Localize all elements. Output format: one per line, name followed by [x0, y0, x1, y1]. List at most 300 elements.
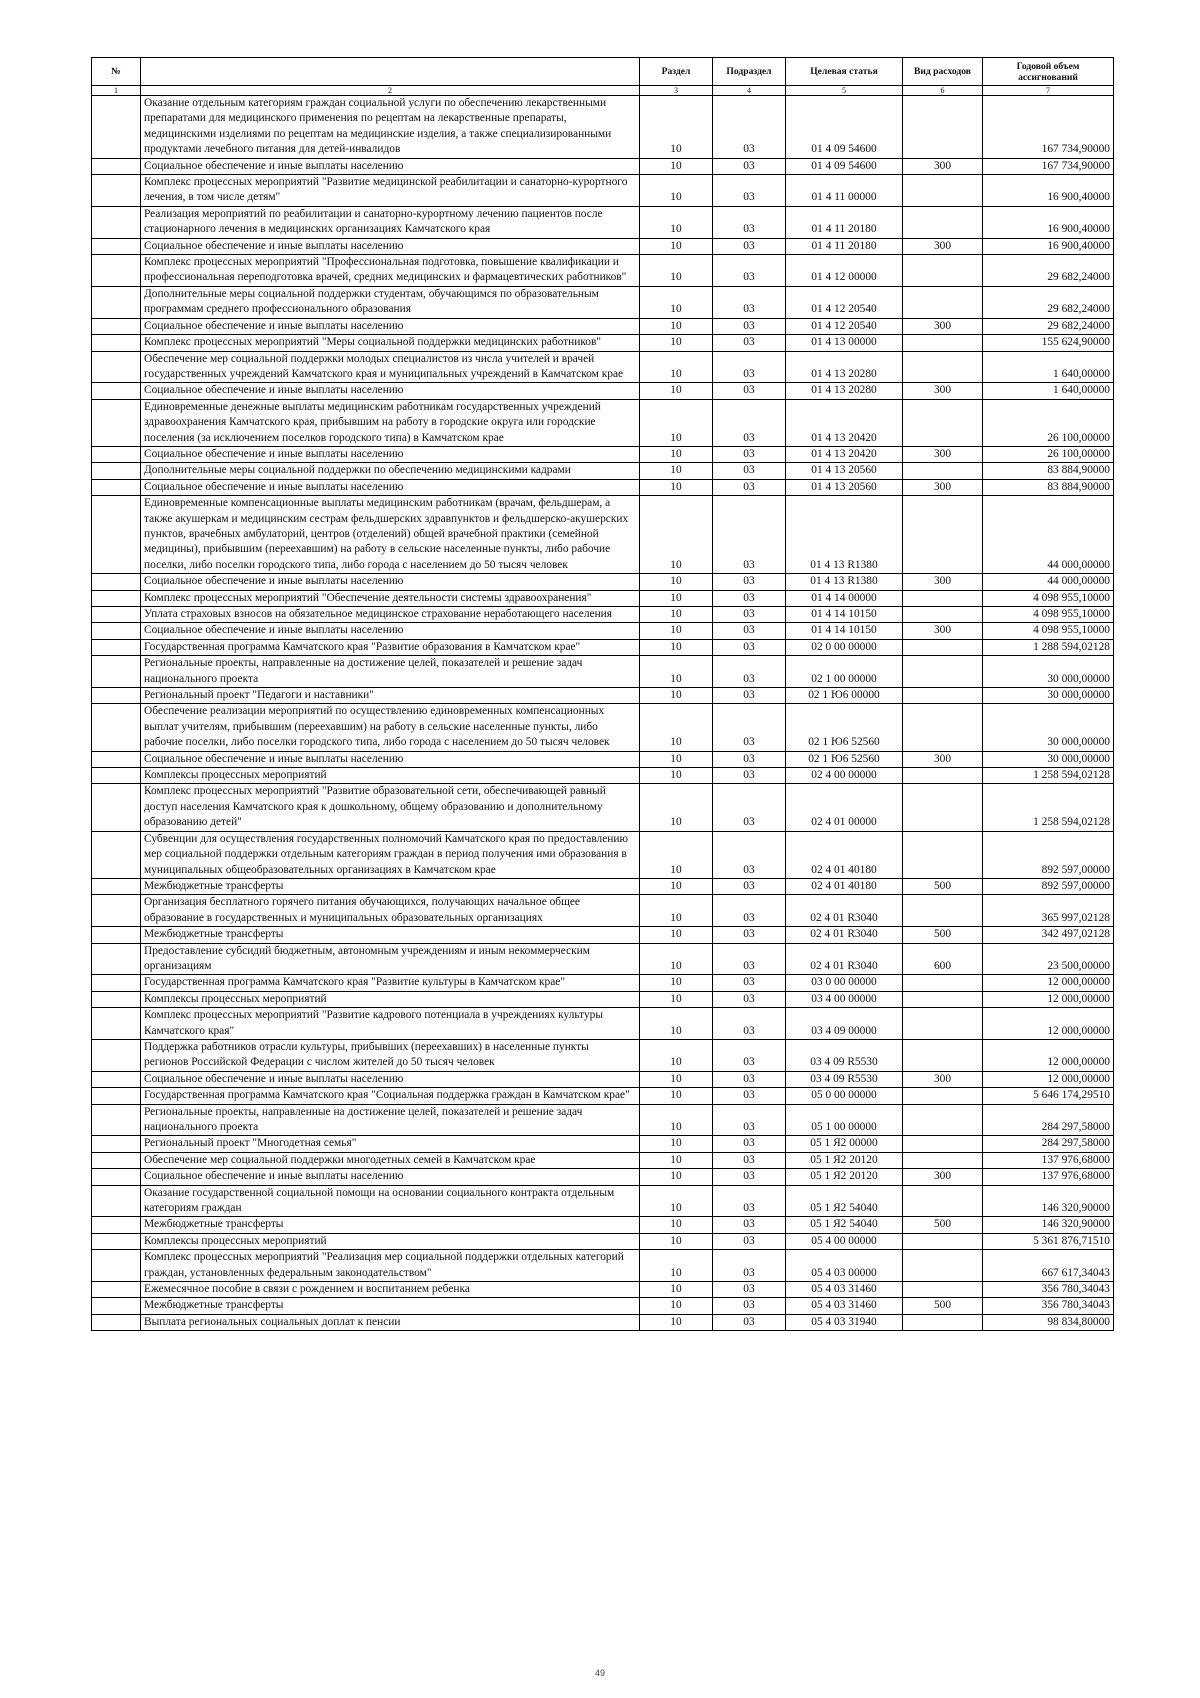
cell-target-article: 01 4 13 00000: [786, 335, 903, 351]
cell-number: [92, 1217, 141, 1233]
cell-number: [92, 975, 141, 991]
table-row: [92, 574, 1114, 590]
cell-target-article: 01 4 14 10150: [786, 607, 903, 623]
table-row: [92, 351, 1114, 383]
cell-number: [92, 623, 141, 639]
cell-expense-type: [903, 784, 983, 831]
cell-razdel: 10: [640, 96, 713, 159]
cell-expense-type: [903, 1136, 983, 1152]
cell-podrazdel: 03: [713, 895, 786, 927]
header-target-article: Целевая статья: [786, 58, 903, 86]
cell-razdel: 10: [640, 784, 713, 831]
cell-razdel: 10: [640, 1217, 713, 1233]
column-number: 7: [983, 86, 1114, 96]
cell-target-article: 02 1 00 00000: [786, 656, 903, 688]
cell-number: [92, 158, 141, 174]
cell-name: Комплекс процессных мероприятий "Развитие кадрового потенциала в учреждениях культуры Камчатского края": [141, 1008, 640, 1040]
cell-name: Межбюджетные трансферты: [141, 1298, 640, 1314]
cell-number: [92, 1104, 141, 1136]
cell-target-article: 01 4 09 54600: [786, 96, 903, 159]
cell-expense-type: [903, 975, 983, 991]
cell-number: [92, 1233, 141, 1249]
cell-name: Комплекс процессных мероприятий "Обеспечение деятельности системы здравоохранения": [141, 590, 640, 606]
cell-razdel: 10: [640, 255, 713, 287]
cell-number: [92, 1250, 141, 1282]
cell-number: [92, 335, 141, 351]
cell-target-article: 02 4 00 00000: [786, 768, 903, 784]
column-number: 2: [141, 86, 640, 96]
cell-number: [92, 238, 141, 254]
cell-target-article: 03 4 09 R5530: [786, 1039, 903, 1071]
cell-number: [92, 704, 141, 751]
table-row: [92, 1185, 1114, 1217]
table-row: [92, 751, 1114, 767]
cell-name: Реализация мероприятий по реабилитации и санаторно-курортному лечению пациентов после стационарного лечения в медицинских организациях Камчатского края: [141, 206, 640, 238]
cell-amount: 146 320,90000: [983, 1185, 1114, 1217]
cell-target-article: 01 4 14 10150: [786, 623, 903, 639]
cell-name: Оказание отдельным категориям граждан социальной услуги по обеспечению лекарственными препаратами для медицинского применения по рецептам на лекарственные препараты, медицинскими изделиями по рецептам на медицинские изделия, а также специализированными продуктами лечебного питания для детей-инвалидов: [141, 96, 640, 159]
cell-podrazdel: 03: [713, 479, 786, 495]
cell-razdel: 10: [640, 590, 713, 606]
cell-number: [92, 831, 141, 878]
budget-table: [91, 57, 1114, 1331]
cell-expense-type: 600: [903, 943, 983, 975]
cell-number: [92, 1185, 141, 1217]
table-row: [92, 1008, 1114, 1040]
cell-podrazdel: 03: [713, 975, 786, 991]
cell-expense-type: [903, 656, 983, 688]
cell-name: Комплекс процессных мероприятий "Развитие медицинской реабилитации и санаторно-курортного лечения, в том числе детям": [141, 175, 640, 207]
cell-name: Социальное обеспечение и иные выплаты населению: [141, 751, 640, 767]
cell-target-article: 05 4 03 31940: [786, 1314, 903, 1330]
column-number-row: [92, 86, 1114, 96]
cell-name: Ежемесячное пособие в связи с рождением и воспитанием ребенка: [141, 1282, 640, 1298]
cell-podrazdel: 03: [713, 1008, 786, 1040]
cell-name: Обеспечение мер социальной поддержки многодетных семей в Камчатском крае: [141, 1152, 640, 1168]
table-row: [92, 318, 1114, 334]
cell-number: [92, 206, 141, 238]
table-row: [92, 831, 1114, 878]
cell-expense-type: [903, 463, 983, 479]
cell-expense-type: [903, 175, 983, 207]
cell-razdel: 10: [640, 175, 713, 207]
cell-podrazdel: 03: [713, 1104, 786, 1136]
cell-podrazdel: 03: [713, 446, 786, 462]
cell-number: [92, 991, 141, 1007]
cell-podrazdel: 03: [713, 590, 786, 606]
table-row: [92, 496, 1114, 574]
cell-target-article: 02 4 01 40180: [786, 878, 903, 894]
cell-target-article: 02 0 00 00000: [786, 639, 903, 655]
cell-name: Комплекс процессных мероприятий "Развитие образовательной сети, обеспечивающей равный доступ населения Камчатского края к дошкольному, общему образованию и дополнительному образованию детей": [141, 784, 640, 831]
cell-amount: 1 640,00000: [983, 351, 1114, 383]
cell-expense-type: [903, 895, 983, 927]
cell-target-article: 05 1 Я2 20120: [786, 1152, 903, 1168]
cell-target-article: 01 4 11 20180: [786, 206, 903, 238]
cell-target-article: 02 1 Ю6 52560: [786, 751, 903, 767]
cell-expense-type: [903, 768, 983, 784]
cell-name: Социальное обеспечение и иные выплаты населению: [141, 446, 640, 462]
cell-target-article: 01 4 11 00000: [786, 175, 903, 207]
cell-expense-type: [903, 399, 983, 446]
cell-name: Государственная программа Камчатского края "Социальная поддержка граждан в Камчатском крае": [141, 1088, 640, 1104]
cell-podrazdel: 03: [713, 1169, 786, 1185]
cell-amount: 16 900,40000: [983, 206, 1114, 238]
table-row: [92, 704, 1114, 751]
cell-razdel: 10: [640, 286, 713, 318]
cell-name: Комплекс процессных мероприятий "Меры социальной поддержки медицинских работников": [141, 335, 640, 351]
cell-target-article: 01 4 14 00000: [786, 590, 903, 606]
cell-number: [92, 1136, 141, 1152]
header-expense-type: Вид расходов: [903, 58, 983, 86]
cell-razdel: 10: [640, 463, 713, 479]
cell-expense-type: [903, 991, 983, 1007]
cell-target-article: 02 4 01 R3040: [786, 895, 903, 927]
cell-name: Социальное обеспечение и иные выплаты населению: [141, 158, 640, 174]
table-row: [92, 623, 1114, 639]
cell-podrazdel: 03: [713, 784, 786, 831]
cell-amount: 892 597,00000: [983, 831, 1114, 878]
cell-razdel: 10: [640, 399, 713, 446]
cell-amount: 155 624,90000: [983, 335, 1114, 351]
table-row: [92, 1104, 1114, 1136]
cell-number: [92, 639, 141, 655]
cell-number: [92, 590, 141, 606]
cell-razdel: 10: [640, 1039, 713, 1071]
cell-number: [92, 351, 141, 383]
cell-podrazdel: 03: [713, 943, 786, 975]
cell-podrazdel: 03: [713, 1233, 786, 1249]
cell-number: [92, 1314, 141, 1330]
cell-name: Региональные проекты, направленные на достижение целей, показателей и решение задач национального проекта: [141, 656, 640, 688]
cell-amount: 30 000,00000: [983, 656, 1114, 688]
cell-target-article: 05 4 00 00000: [786, 1233, 903, 1249]
cell-razdel: 10: [640, 927, 713, 943]
cell-name: Социальное обеспечение и иные выплаты населению: [141, 1071, 640, 1087]
cell-expense-type: [903, 1088, 983, 1104]
cell-expense-type: [903, 1185, 983, 1217]
cell-target-article: 01 4 13 20280: [786, 351, 903, 383]
cell-target-article: 01 4 13 20420: [786, 399, 903, 446]
table-row: [92, 1136, 1114, 1152]
cell-target-article: 01 4 13 20560: [786, 479, 903, 495]
cell-amount: 16 900,40000: [983, 238, 1114, 254]
table-row: [92, 688, 1114, 704]
cell-razdel: 10: [640, 639, 713, 655]
cell-number: [92, 96, 141, 159]
table-row: [92, 656, 1114, 688]
cell-razdel: 10: [640, 943, 713, 975]
cell-razdel: 10: [640, 383, 713, 399]
cell-amount: 1 258 594,02128: [983, 784, 1114, 831]
cell-number: [92, 1008, 141, 1040]
cell-target-article: 02 1 Ю6 52560: [786, 704, 903, 751]
cell-amount: 12 000,00000: [983, 975, 1114, 991]
column-number: 4: [713, 86, 786, 96]
cell-target-article: 01 4 13 R1380: [786, 574, 903, 590]
cell-number: [92, 399, 141, 446]
cell-name: Комплексы процессных мероприятий: [141, 768, 640, 784]
cell-amount: 4 098 955,10000: [983, 607, 1114, 623]
header-podrazdel: Подраздел: [713, 58, 786, 86]
cell-name: Региональные проекты, направленные на достижение целей, показателей и решение задач национального проекта: [141, 1104, 640, 1136]
cell-target-article: 03 4 09 00000: [786, 1008, 903, 1040]
cell-number: [92, 383, 141, 399]
cell-name: Выплата региональных социальных доплат к пенсии: [141, 1314, 640, 1330]
cell-podrazdel: 03: [713, 768, 786, 784]
cell-amount: 12 000,00000: [983, 991, 1114, 1007]
cell-amount: 1 258 594,02128: [983, 768, 1114, 784]
table-row: [92, 639, 1114, 655]
cell-expense-type: 500: [903, 1298, 983, 1314]
cell-target-article: 05 4 03 00000: [786, 1250, 903, 1282]
cell-amount: 5 646 174,29510: [983, 1088, 1114, 1104]
cell-number: [92, 688, 141, 704]
cell-number: [92, 768, 141, 784]
cell-name: Поддержка работников отрасли культуры, прибывших (переехавших) в населенные пункты регионов Российской Федерации с числом жителей до 50 тысяч человек: [141, 1039, 640, 1071]
cell-amount: 5 361 876,71510: [983, 1233, 1114, 1249]
cell-name: Оказание государственной социальной помощи на основании социального контракта отдельным категориям граждан: [141, 1185, 640, 1217]
table-row: [92, 383, 1114, 399]
cell-name: Дополнительные меры социальной поддержки студентам, обучающимся по образовательным программам среднего профессионального образования: [141, 286, 640, 318]
cell-name: Социальное обеспечение и иные выплаты населению: [141, 479, 640, 495]
cell-amount: 83 884,90000: [983, 463, 1114, 479]
cell-expense-type: 300: [903, 238, 983, 254]
cell-amount: 98 834,80000: [983, 1314, 1114, 1330]
cell-target-article: 05 1 Я2 54040: [786, 1185, 903, 1217]
cell-expense-type: [903, 1039, 983, 1071]
cell-amount: 137 976,68000: [983, 1152, 1114, 1168]
cell-amount: 4 098 955,10000: [983, 590, 1114, 606]
cell-number: [92, 496, 141, 574]
cell-number: [92, 895, 141, 927]
cell-expense-type: [903, 831, 983, 878]
table-row: [92, 96, 1114, 159]
cell-expense-type: 500: [903, 1217, 983, 1233]
cell-target-article: 03 4 00 00000: [786, 991, 903, 1007]
cell-amount: 12 000,00000: [983, 1071, 1114, 1087]
cell-target-article: 01 4 13 20420: [786, 446, 903, 462]
cell-expense-type: [903, 607, 983, 623]
table-row: [92, 991, 1114, 1007]
cell-expense-type: [903, 704, 983, 751]
table-row: [92, 1298, 1114, 1314]
cell-razdel: 10: [640, 158, 713, 174]
table-row: [92, 479, 1114, 495]
table-row: [92, 768, 1114, 784]
table-row: [92, 1088, 1114, 1104]
cell-number: [92, 784, 141, 831]
cell-number: [92, 1282, 141, 1298]
cell-razdel: 10: [640, 1136, 713, 1152]
cell-razdel: 10: [640, 1282, 713, 1298]
cell-expense-type: [903, 286, 983, 318]
cell-amount: 1 288 594,02128: [983, 639, 1114, 655]
cell-amount: 44 000,00000: [983, 574, 1114, 590]
cell-amount: 29 682,24000: [983, 286, 1114, 318]
table-row: [92, 927, 1114, 943]
header-annual-amount: Годовой объем ассигнований: [983, 58, 1114, 86]
cell-razdel: 10: [640, 895, 713, 927]
cell-number: [92, 255, 141, 287]
cell-target-article: 02 4 01 R3040: [786, 927, 903, 943]
cell-number: [92, 175, 141, 207]
table-row: [92, 1071, 1114, 1087]
cell-razdel: 10: [640, 1088, 713, 1104]
cell-name: Дополнительные меры социальной поддержки по обеспечению медицинскими кадрами: [141, 463, 640, 479]
cell-target-article: 05 1 Я2 54040: [786, 1217, 903, 1233]
cell-number: [92, 574, 141, 590]
cell-target-article: 02 1 Ю6 00000: [786, 688, 903, 704]
cell-podrazdel: 03: [713, 1314, 786, 1330]
page-number: 49: [594, 1668, 605, 1678]
cell-amount: 16 900,40000: [983, 175, 1114, 207]
cell-amount: 892 597,00000: [983, 878, 1114, 894]
table-row: [92, 1039, 1114, 1071]
cell-name: Социальное обеспечение и иные выплаты населению: [141, 623, 640, 639]
cell-expense-type: 300: [903, 623, 983, 639]
table-row: [92, 895, 1114, 927]
cell-razdel: 10: [640, 1104, 713, 1136]
cell-expense-type: [903, 590, 983, 606]
cell-number: [92, 1039, 141, 1071]
cell-expense-type: [903, 1104, 983, 1136]
cell-amount: 342 497,02128: [983, 927, 1114, 943]
column-number: 6: [903, 86, 983, 96]
cell-amount: 284 297,58000: [983, 1104, 1114, 1136]
cell-razdel: 10: [640, 607, 713, 623]
cell-number: [92, 479, 141, 495]
cell-expense-type: 300: [903, 751, 983, 767]
cell-podrazdel: 03: [713, 399, 786, 446]
cell-amount: 356 780,34043: [983, 1282, 1114, 1298]
cell-razdel: 10: [640, 479, 713, 495]
cell-expense-type: [903, 1008, 983, 1040]
cell-amount: 284 297,58000: [983, 1136, 1114, 1152]
cell-name: Комплекс процессных мероприятий "Профессиональная подготовка, повышение квалификации и профессиональная переподготовка врачей, средних медицинских и фармацевтических работников": [141, 255, 640, 287]
cell-podrazdel: 03: [713, 463, 786, 479]
column-number: 3: [640, 86, 713, 96]
table-row: [92, 1152, 1114, 1168]
cell-razdel: 10: [640, 1185, 713, 1217]
cell-amount: 12 000,00000: [983, 1039, 1114, 1071]
cell-name: Предоставление субсидий бюджетным, автономным учреждениям и иным некоммерческим организациям: [141, 943, 640, 975]
cell-name: Социальное обеспечение и иные выплаты населению: [141, 1169, 640, 1185]
cell-razdel: 10: [640, 751, 713, 767]
table-row: [92, 446, 1114, 462]
cell-number: [92, 607, 141, 623]
cell-name: Межбюджетные трансферты: [141, 878, 640, 894]
table-row: [92, 175, 1114, 207]
cell-podrazdel: 03: [713, 175, 786, 207]
cell-name: Государственная программа Камчатского края "Развитие культуры в Камчатском крае": [141, 975, 640, 991]
table-row: [92, 1217, 1114, 1233]
cell-podrazdel: 03: [713, 1250, 786, 1282]
cell-target-article: 01 4 12 20540: [786, 318, 903, 334]
cell-razdel: 10: [640, 1250, 713, 1282]
cell-number: [92, 1152, 141, 1168]
cell-razdel: 10: [640, 688, 713, 704]
cell-name: Обеспечение мер социальной поддержки молодых специалистов из числа учителей и врачей государственных учреждений Камчатского края и муниципальных учреждений в Камчатском крае: [141, 351, 640, 383]
table-header: [92, 58, 1114, 96]
cell-razdel: 10: [640, 206, 713, 238]
cell-number: [92, 286, 141, 318]
cell-amount: 1 640,00000: [983, 383, 1114, 399]
cell-number: [92, 943, 141, 975]
cell-podrazdel: 03: [713, 1088, 786, 1104]
cell-razdel: 10: [640, 975, 713, 991]
cell-podrazdel: 03: [713, 1217, 786, 1233]
cell-number: [92, 463, 141, 479]
cell-name: Уплата страховых взносов на обязательное медицинское страхование неработающего населения: [141, 607, 640, 623]
cell-podrazdel: 03: [713, 1039, 786, 1071]
cell-amount: 23 500,00000: [983, 943, 1114, 975]
cell-name: Организация бесплатного горячего питания обучающихся, получающих начальное общее образование в государственных и муниципальных образовательных организациях: [141, 895, 640, 927]
cell-podrazdel: 03: [713, 1282, 786, 1298]
cell-podrazdel: 03: [713, 1298, 786, 1314]
table-row: [92, 1282, 1114, 1298]
cell-razdel: 10: [640, 1314, 713, 1330]
cell-name: Единовременные денежные выплаты медицинским работникам государственных учреждений здравоохранения Камчатского края, прибывшим на работу в городские округа или городские поселения (за исключением поселков городского типа) в Камчатском крае: [141, 399, 640, 446]
table-row: [92, 158, 1114, 174]
table-row: [92, 1233, 1114, 1249]
cell-name: Региональный проект "Педагоги и наставники": [141, 688, 640, 704]
cell-razdel: 10: [640, 768, 713, 784]
cell-name: Межбюджетные трансферты: [141, 1217, 640, 1233]
cell-expense-type: [903, 1233, 983, 1249]
cell-target-article: 01 4 12 20540: [786, 286, 903, 318]
cell-amount: 30 000,00000: [983, 704, 1114, 751]
cell-expense-type: 300: [903, 446, 983, 462]
cell-expense-type: [903, 335, 983, 351]
cell-target-article: 01 4 09 54600: [786, 158, 903, 174]
cell-amount: 167 734,90000: [983, 158, 1114, 174]
cell-name: Социальное обеспечение и иные выплаты населению: [141, 574, 640, 590]
cell-amount: 29 682,24000: [983, 318, 1114, 334]
cell-name: Обеспечение реализации мероприятий по осуществлению единовременных компенсационных выплат учителям, прибывшим (переехавшим) на работу в сельские населенные пункты, либо рабочие поселки, либо поселки городского типа, либо города с населением до 50 тысяч человек: [141, 704, 640, 751]
cell-podrazdel: 03: [713, 335, 786, 351]
cell-target-article: 05 1 00 00000: [786, 1104, 903, 1136]
cell-expense-type: 300: [903, 1071, 983, 1087]
cell-amount: 4 098 955,10000: [983, 623, 1114, 639]
cell-amount: 667 617,34043: [983, 1250, 1114, 1282]
column-number: 1: [92, 86, 141, 96]
cell-razdel: 10: [640, 238, 713, 254]
cell-razdel: 10: [640, 1071, 713, 1087]
table-row: [92, 1250, 1114, 1282]
cell-expense-type: 500: [903, 927, 983, 943]
cell-podrazdel: 03: [713, 286, 786, 318]
cell-podrazdel: 03: [713, 688, 786, 704]
cell-target-article: 02 4 01 40180: [786, 831, 903, 878]
cell-amount: 167 734,90000: [983, 96, 1114, 159]
cell-name: Социальное обеспечение и иные выплаты населению: [141, 383, 640, 399]
cell-target-article: 01 4 13 20280: [786, 383, 903, 399]
cell-podrazdel: 03: [713, 704, 786, 751]
cell-expense-type: [903, 206, 983, 238]
cell-razdel: 10: [640, 1169, 713, 1185]
cell-podrazdel: 03: [713, 1136, 786, 1152]
header-name: [141, 58, 640, 86]
cell-podrazdel: 03: [713, 574, 786, 590]
cell-number: [92, 878, 141, 894]
cell-target-article: 01 4 12 00000: [786, 255, 903, 287]
cell-podrazdel: 03: [713, 96, 786, 159]
cell-expense-type: 300: [903, 383, 983, 399]
cell-podrazdel: 03: [713, 206, 786, 238]
cell-podrazdel: 03: [713, 318, 786, 334]
table-row: [92, 943, 1114, 975]
